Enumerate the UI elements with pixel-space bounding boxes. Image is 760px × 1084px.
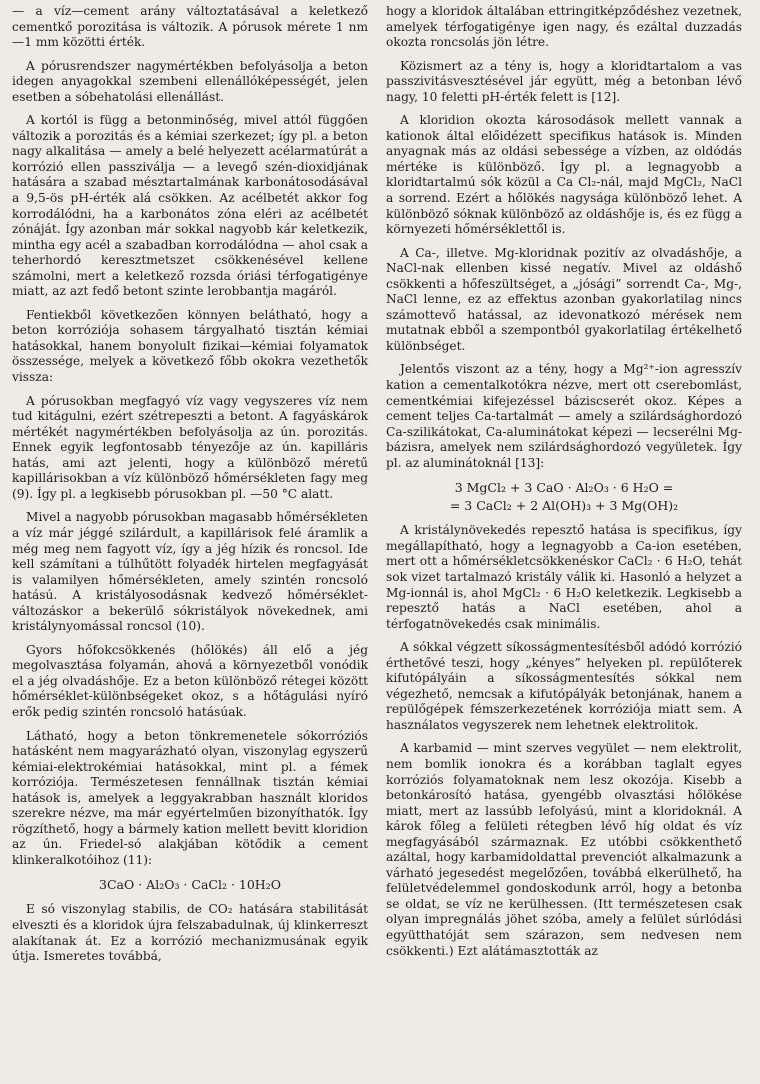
friedel-salt-formula: 3CaO · Al₂O₃ · CaCl₂ · 10H₂O xyxy=(99,877,281,893)
paragraph: A pórusokban megfagyó víz vagy vegyszeres víz nem tud kitágulni, ezért szétrepeszti a betont. A fagyáskárok mértékét nagymértékben befolyásolja az ún. porozitás. Ennek egyik legfontosabb tényezője az ún. kapilláris hatás, ami azt jelenti, hogy a különböző méretű kapillárisokban a víz különböző hőmérsékleten fagy meg (9). Így pl. a legkisebb pórusokban pl. —50 °C alatt. xyxy=(12,393,368,501)
paragraph: Jelentős viszont az a tény, hogy a Mg²⁺-ion agresszív kation a cementalkotókra nézve, mert ott cserebomlást, cementkémiai kifejezéssel báziscserét okoz. Képes a cement teljes Ca-tartalmát — amely a szilárdsághordozó Ca-szilikátokat, Ca-aluminátokat képezi — lecserélni Mg-bázisra, amelyek nem szilárdsághordozó vegyületek. Így pl. az aluminátoknál [13]: xyxy=(386,362,742,470)
paragraph: A kortól is függ a betonminőség, mivel attól függően változik a porozitás és a kémiai szerkezet; így pl. a beton nagy alkalitása — amely a belé helyezett acélarmatúrát a korrózió ellen passziválja — a levegő szén-dioxidjának hatására a szabad mésztartalmának karbonátosodásával a 9,5-ös pH-érték alá csökken. Az acélbetét akkor fog korrodálódni, ha a karbonátos zóna eléri az acélbetét zónáját. Így azonban már sokkal nagyobb kár keletkezik, mintha egy acél a szabadban korrodálódna — ahol csak a teherhordó keresztmetszet csökkenésével kellene számolni, mert a keletkező rozsda óriási térfogatigénye miatt, az azt fedő betont szinte lerobbantja magáról. xyxy=(12,113,368,299)
right-column xyxy=(386,4,742,1084)
paragraph: A kristálynövekedés repesztő hatása is specifikus, így megállapítható, hogy a legnagyobb a Ca-ion esetében, mert ott a hőmérsékletcsökkenéskor CaCl₂ · 6 H₂O, tehát sok vizet tartalmazó kristály válik ki. Hasonló a helyzet a Mg-ionnál is, ahol MgCl₂ · 6 H₂O keletkezik. Legkisebb a repesztő hatás a NaCl esetében, ahol a térfogatnövekedés csak minimális. xyxy=(386,523,742,631)
paragraph: Fentiekből következően könnyen belátható, hogy a beton korróziója sohasem tárgyalható tisztán kémiai hatásokkal, hanem bonyolult fizikai—kémiai folyamatok összessége, melyek a következő főbb okokra vezethetők vissza: xyxy=(12,307,368,385)
paragraph: E só viszonylag stabilis, de CO₂ hatására stabilitását elveszti és a kloridok újra felszabadulnak, új klinkerreszt alakítanak át. Ez a korrózió mechanizmusának egyik útja. Ismeretes továbbá, xyxy=(12,902,368,964)
paragraph: A kloridion okozta károsodások mellett vannak a kationok által előidézett specifikus hatások is. Minden anyagnak más az oldási sebessége a vízben, az oldódás mértéke is különböző. Így pl. a legnagyobb a kloridtartalmú sók közül a Ca Cl₂-nál, majd MgCl₂, NaCl a sorrend. Ezért a hőlökés nagysága különböző lehet. A különböző sóknak különböző az oldáshője is, és ez függ a környezeti hőmérséklettől is. xyxy=(386,113,742,237)
paragraph: A Ca-, illetve. Mg-kloridnak pozitív az olvadáshője, a NaCl-nak ellenben kissé negatív. Mivel az oldáshő csökkenti a hőfeszültséget, a „jósági” sorrendt Ca-, Mg-, NaCl lenne, ez az effektus azonban gyakorlatilag nincs számottevő hatással, az idevonatkozó mérések nem mutatnak ebből a szempontból gyakorlatilag értékelhető különbséget. xyxy=(386,245,742,353)
paragraph: A sókkal végzett síkosságmentesítésből adódó korrózió érthetővé teszi, hogy „kényes” helyeken pl. repülőterek kifutópályáin a síkosságmentesítés sókkal nem végezhető, nemcsak a kifutópályák betonjának, hanem a repülőgépek fémszerkezetének korróziója miatt sem. A használatos vegyszerek nem lehetnek elektrolitok. xyxy=(386,640,742,732)
paragraph: hogy a kloridok általában ettringitképződéshez vezetnek, amelyek térfogatigénye igen nagy, és ezáltal duzzadás okozta roncsolás jön létre. xyxy=(386,4,742,50)
equation-line-1: 3 MgCl₂ + 3 CaO · Al₂O₃ · 6 H₂O = xyxy=(454,480,674,496)
magnesium-exchange-equation xyxy=(386,479,742,515)
paragraph: Gyors hőfokcsökkenés (hőlökés) áll elő a jég megolvasztása folyamán, ahová a környezetből vonódik el a jég olvadáshője. Ez a beton különböző rétegei között hőmérséklet-különbségeket okoz, s a hőtágulási nyíró erők pedig szintén roncsoló hatásúak. xyxy=(12,642,368,719)
paragraph: Látható, hogy a beton tönkremenetele sókorróziós hatásként nem magyarázható olyan, viszonylag egyszerű kémiai-elektrokémiai hatásokkal, mint pl. a fémek korróziója. Természetesen fennállnak tisztán kémiai hatások is, amelyek a leggyakrabban használt kloridos szerekre nézve, ma már egyértelműen bizonyíthatók. Így rögzíthető, hogy a bármely kation mellett bevitt kloridion az ún. Friedel-só alakjában kötődik a cement klinkeralkotóihoz (11): xyxy=(12,728,368,867)
paragraph: A karbamid — mint szerves vegyület — nem elektrolit, nem bomlik ionokra és a korábban taglalt egyes korróziós folyamatoknak nem lesz okozója. Kisebb a betonkárosító hatása, gyengébb olvasztási hőlökése miatt, mert az lassúbb lefolyású, mint a kloridoknál. A károk főleg a felületi rétegben lévő híg oldat és víz megfagyásából származnak. Ez utóbbi csökkenthető azáltal, hogy karbamidoldattal prevenciót alkalmazunk a várható jegesedést megelőzően, továbbá elkerülhető, ha felületvédelemmel gondoskodunk arról, hogy a betonba se oldat, se víz ne kerülhessen. (Itt természetesen csak olyan impregnálás jöhet szóba, amely a felület súrlódási együtthatóját sem szárazon, sem nedvesen nem csökkenti.) Ezt alátámasztották az xyxy=(386,741,742,958)
paragraph: Közismert az a tény is, hogy a kloridtartalom a vas passzivitásvesztésével jár együtt, még a betonban lévő nagy, 10 feletti pH-érték felett is [12]. xyxy=(386,58,742,104)
paragraph: Mivel a nagyobb pórusokban magasabb hőmérsékleten a víz már jéggé szilárdult, a kapillárisok felé áramlik a még meg nem fagyott víz, így a jég hízik és roncsol. Ide kell számítani a túlhűtött folyadék hirtelen megfagyását is valamilyen hőmérsékleten, amely szintén roncsoló hatású. A kristályosodásnak kedvező hőmérséklet-változáskor a bekerülő sókristályok növekednek, ami kristálynyomással roncsol (10). xyxy=(12,510,368,634)
left-column xyxy=(12,4,368,1084)
paragraph: — a víz—cement arány változtatásával a keletkező cementkő porozitása is változik. A pórusok mérete 1 nm—1 mm közötti érték. xyxy=(12,4,368,50)
equation-line-2: = 3 CaCl₂ + 2 Al(OH)₃ + 3 Mg(OH)₂ xyxy=(449,498,679,514)
paragraph: A pórusrendszer nagymértékben befolyásolja a beton idegen anyagokkal szembeni ellenállóképességét, jelen esetben a sóbehatolási ellenállást. xyxy=(12,58,368,104)
